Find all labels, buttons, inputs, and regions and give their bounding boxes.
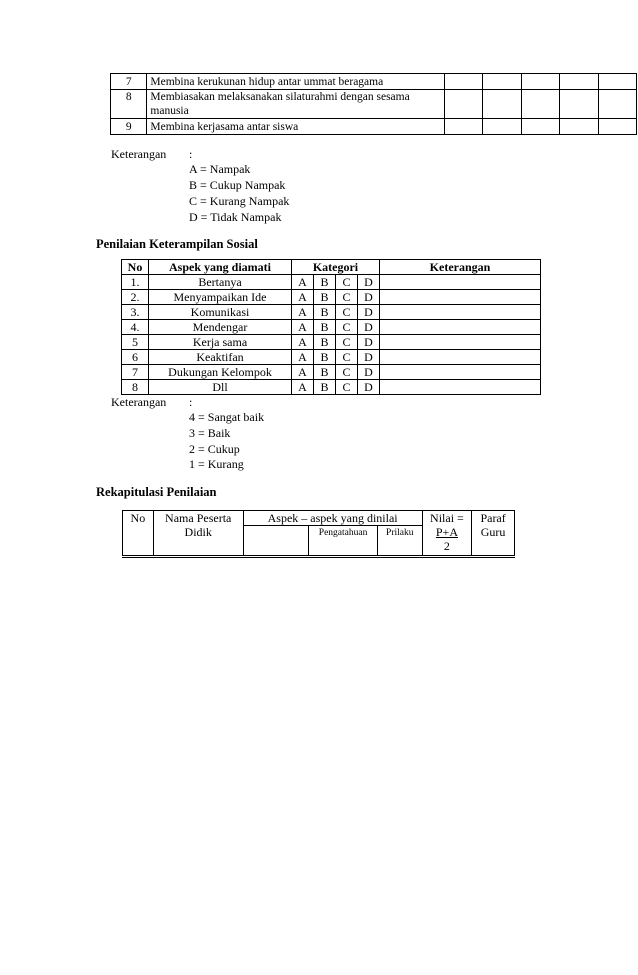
cat-d: D	[358, 290, 380, 305]
cat-c: C	[336, 380, 358, 395]
header-aspek: Aspek yang diamati	[149, 260, 292, 275]
row-aspek: Mendengar	[149, 320, 292, 335]
empty-cell	[521, 74, 559, 90]
row-aspek: Dukungan Kelompok	[149, 365, 292, 380]
cat-d: D	[358, 350, 380, 365]
empty-cell	[598, 74, 636, 90]
section-title: Penilaian Keterampilan Sosial	[96, 237, 258, 251]
legend-item: 2 = Cukup	[189, 442, 240, 456]
empty-cell	[483, 90, 521, 119]
row-aspek: Membiasakan melaksanakan silaturahmi dengan sesama manusia	[147, 90, 444, 119]
empty-cell	[598, 119, 636, 135]
row-keterangan	[380, 380, 541, 395]
header-kategori: Kategori	[292, 260, 380, 275]
cat-a: A	[292, 365, 314, 380]
header-nilai-line1: Nilai =	[430, 511, 464, 525]
cat-b: B	[314, 380, 336, 395]
empty-cell	[444, 119, 482, 135]
empty-cell	[560, 119, 598, 135]
legend-item: B = Cukup Nampak	[189, 178, 286, 192]
header-paraf-line1: Paraf	[480, 511, 506, 525]
header-prilaku: Prilaku	[377, 526, 422, 557]
legend-item: A = Nampak	[189, 162, 251, 176]
header-paraf	[472, 511, 515, 557]
cat-b: B	[314, 350, 336, 365]
sikap-table	[110, 73, 637, 135]
cat-b: B	[314, 365, 336, 380]
row-aspek: Membina kerukunan hidup antar ummat beragama	[147, 74, 444, 90]
table-row	[122, 320, 541, 335]
header-nilai-line2: P+A	[435, 525, 458, 539]
empty-cell	[444, 74, 482, 90]
cat-c: C	[336, 275, 358, 290]
header-nama-line1: Nama Peserta	[165, 511, 232, 525]
header-nilai	[422, 511, 472, 557]
legend-item: 4 = Sangat baik	[189, 410, 265, 424]
row-keterangan	[380, 350, 541, 365]
row-no: 9	[111, 119, 147, 135]
table-row	[122, 275, 541, 290]
table-row	[122, 365, 541, 380]
cat-b: B	[314, 275, 336, 290]
keterampilan-sosial-table	[121, 259, 541, 395]
cat-b: B	[314, 335, 336, 350]
header-no: No	[122, 260, 149, 275]
row-keterangan	[380, 275, 541, 290]
header-nama-line2: Didik	[184, 525, 212, 539]
cat-d: D	[358, 305, 380, 320]
row-aspek: Membina kerjasama antar siswa	[147, 119, 444, 135]
cat-d: D	[358, 365, 380, 380]
row-keterangan	[380, 305, 541, 320]
table-row	[122, 335, 541, 350]
header-aspek: Aspek – aspek yang dinilai	[243, 511, 422, 526]
cat-c: C	[336, 335, 358, 350]
cat-a: A	[292, 335, 314, 350]
cat-b: B	[314, 305, 336, 320]
row-no: 7	[122, 365, 149, 380]
header-nilai-line3: 2	[443, 539, 450, 553]
keterangan-label: Keterangan	[111, 395, 167, 409]
row-keterangan	[380, 335, 541, 350]
cat-c: C	[336, 350, 358, 365]
table-header-row	[122, 260, 541, 275]
row-aspek: Bertanya	[149, 275, 292, 290]
cat-a: A	[292, 275, 314, 290]
empty-cell	[560, 90, 598, 119]
row-no: 5	[122, 335, 149, 350]
legend-item: 3 = Baik	[189, 426, 231, 440]
cat-b: B	[314, 290, 336, 305]
header-no: No	[123, 511, 154, 557]
row-no: 8	[111, 90, 147, 119]
empty-cell	[521, 119, 559, 135]
table-row	[122, 380, 541, 395]
empty-cell	[483, 119, 521, 135]
table-row	[122, 350, 541, 365]
row-aspek: Keaktifan	[149, 350, 292, 365]
table-row	[122, 290, 541, 305]
cat-a: A	[292, 380, 314, 395]
cat-c: C	[336, 305, 358, 320]
row-aspek: Komunikasi	[149, 305, 292, 320]
cat-c: C	[336, 365, 358, 380]
keterangan-colon: :	[189, 395, 193, 409]
table-row	[111, 74, 637, 90]
keterangan-colon: :	[189, 147, 193, 161]
cat-b: B	[314, 320, 336, 335]
table-row	[122, 305, 541, 320]
empty-cell	[483, 74, 521, 90]
cat-a: A	[292, 305, 314, 320]
empty-cell	[521, 90, 559, 119]
table-header-row	[123, 511, 515, 526]
header-paraf-line2: Guru	[480, 525, 506, 539]
legend-item: 1 = Kurang	[189, 457, 244, 471]
legend-item: C = Kurang Nampak	[189, 194, 290, 208]
rekapitulasi-table	[122, 510, 515, 558]
row-no: 8	[122, 380, 149, 395]
cat-a: A	[292, 350, 314, 365]
row-no: 3.	[122, 305, 149, 320]
row-no: 2.	[122, 290, 149, 305]
cat-a: A	[292, 290, 314, 305]
cat-d: D	[358, 275, 380, 290]
row-keterangan	[380, 290, 541, 305]
section-title: Rekapitulasi Penilaian	[96, 485, 217, 499]
row-keterangan	[380, 320, 541, 335]
row-no: 1.	[122, 275, 149, 290]
legend-item: D = Tidak Nampak	[189, 210, 282, 224]
cat-c: C	[336, 320, 358, 335]
row-aspek: Kerja sama	[149, 335, 292, 350]
cat-d: D	[358, 320, 380, 335]
header-pengetahuan: Pengatahuan	[309, 526, 378, 557]
cat-c: C	[336, 290, 358, 305]
header-nama	[153, 511, 243, 557]
header-empty	[243, 526, 309, 557]
row-no: 6	[122, 350, 149, 365]
row-aspek: Dll	[149, 380, 292, 395]
table-row	[111, 90, 637, 119]
row-no: 7	[111, 74, 147, 90]
cat-a: A	[292, 320, 314, 335]
empty-cell	[598, 90, 636, 119]
row-aspek: Menyampaikan Ide	[149, 290, 292, 305]
header-keterangan: Keterangan	[380, 260, 541, 275]
empty-cell	[444, 90, 482, 119]
cat-d: D	[358, 380, 380, 395]
row-keterangan	[380, 365, 541, 380]
empty-cell	[560, 74, 598, 90]
cat-d: D	[358, 335, 380, 350]
keterangan-label: Keterangan	[111, 147, 167, 161]
row-no: 4.	[122, 320, 149, 335]
table-row	[111, 119, 637, 135]
